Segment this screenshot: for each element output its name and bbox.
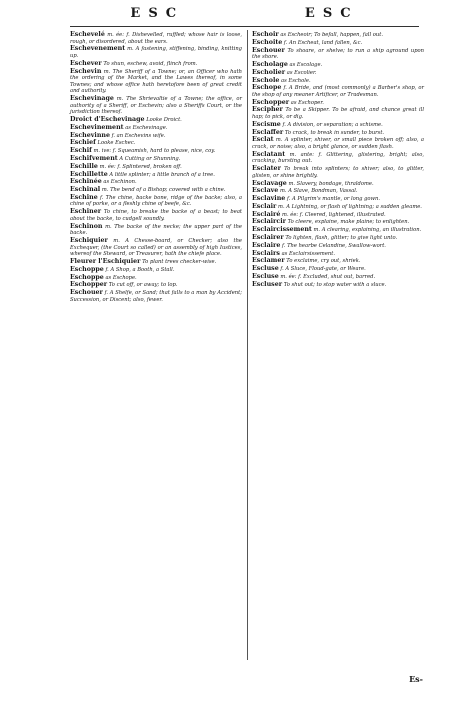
header-right: ESC [304,6,359,21]
dictionary-entry [70,267,242,274]
header-rule [70,26,419,27]
entry-headword: Eschoite [252,38,283,46]
dictionary-entry [252,152,424,165]
entry-definition: m. ante: f. Glittering, glistering, bright; also, cracking, bursting out. [252,151,424,165]
dictionary-entry [70,156,242,163]
dictionary-entry [70,133,242,140]
dictionary-entry [70,61,242,68]
entry-headword: Eschopper [70,281,108,289]
dictionary-entry [70,148,242,155]
dictionary-entry [70,125,242,132]
dictionary-entry [70,282,242,289]
dictionary-entry [70,117,242,124]
entry-headword: Esclaircir [252,218,286,226]
entry-definition: f. A Shop, a Booth, a Stall. [105,266,175,273]
entry-headword: Droict d'Eschevinage [70,116,145,124]
entry-definition: m. A Slave, Bondman, Vassal. [279,188,358,195]
dictionary-entry [252,282,424,289]
entry-headword: Eschevenement [70,45,126,53]
entry-headword: Escluser [252,280,283,288]
entry-headword: Eschiquier [70,237,108,244]
entry-definition: m. A clearing, explaining, an illustration. [313,227,422,234]
entry-definition: To break into splinters; to shiver; also, to glitter, glisten, or shine brightly. [252,166,424,179]
entry-headword: Eschifvement [70,154,118,162]
entry-headword: Eschoir [252,31,279,38]
entry-definition: A Cutting or Shunning. [119,155,181,162]
entry-headword: Eschole [252,76,280,84]
dictionary-entry [252,100,424,107]
entry-definition: m. The Shrievaltie of a Towne; the office, or authority of a Sheriff, or Eschevin; also a Sheriffs Court, or the jurisdiction thereof. [70,96,242,116]
dictionary-entry [70,187,242,194]
entry-headword: Esclairer [252,233,284,241]
dictionary-entry [252,130,424,137]
entry-headword: Eschevelé [70,31,105,38]
dictionary-entry [70,179,242,186]
dictionary-entry [252,122,424,129]
entry-definition: To cut off, or away; to lop. [108,282,178,289]
dictionary-entry [252,243,424,250]
entry-headword: Escholier [252,68,286,76]
dictionary-entry [252,212,424,219]
dictionary-entry [252,251,424,258]
dictionary-entry [70,140,242,147]
running-header [70,6,419,21]
entry-headword: Eschevinement [70,123,124,131]
entry-headword: Eschouer [252,46,285,54]
entry-headword: Esclamer [252,257,285,265]
entry-definition: as Esclairsissement. [281,250,335,257]
entry-headword: Esclater [252,165,281,173]
entry-definition: m. The Sheriff of a Towne; or, an Officer who hath the ordering of the Market, and the Lawes thereof, in some Townes; and whose office hath heretofore been of great credit and authority. [70,68,242,95]
entry-definition: To be a Skipper. To be afraid, and chance great ill hap; to pick, or dig. [252,107,424,121]
dictionary-entry [70,96,242,116]
entry-definition: To lighten, flash, glitter; to give light unto. [285,234,398,241]
entry-definition: as Escheoir; To befall, happen, fall out. [280,32,383,38]
entry-definition: f. The chine, backe bone, ridge of the backe; also, a chine of porke, or a fleshly chine of beefe, &c. [70,194,242,208]
entry-definition: m. The backe of the necke; the upper part of the backe. [70,223,242,237]
dictionary-entry [252,40,424,47]
entry-headword: Eschoppe [70,265,104,273]
entry-headword: Fleurer l'Eschiquier [70,257,141,265]
entry-definition: A little splinter; a little branch of a tree. [109,171,215,178]
dictionary-entry [252,258,424,265]
entry-headword: Escluse [252,272,279,280]
catchword: Es- [409,674,423,684]
entry-definition: m. ée: f. Excluded, shut out, barred. [280,273,376,280]
entry-definition: m. The bend of a Bishop; covered with a chine. [101,187,226,194]
entry-definition: f. A Bride, and (most commonly) a Barber's shop, or the shop of any meaner Artificer, or Tradesman. [252,85,424,98]
entry-definition: m. A Lightning, or flash of lightning; a sudden gleame. [278,203,422,210]
entry-definition: f. A Pilgrim's mantle, or long gown. [286,196,380,203]
dictionary-entry [252,196,424,203]
dictionary-entry [252,181,424,188]
entry-definition: To cleere, explaine, make plaine; to enlighten. [287,219,410,226]
entry-definition: f. An Escheat, land fallen, &c. [283,39,363,46]
entry-definition: as Eschole. [281,77,311,84]
dictionary-entry [70,290,242,303]
dictionary-entry [252,235,424,242]
entry-definition: To crack, to break in sunder, to burst. [284,129,385,136]
left-column [70,32,242,304]
entry-headword: Eschinal [70,186,101,194]
entry-headword: Eschevinne [70,131,110,139]
entry-definition: To plant trees checker-wise. [142,258,217,265]
column-divider [247,30,248,660]
entry-definition: f. A Sluce, Floud-gate, or Weare. [280,266,366,273]
entry-headword: Esclaffer [252,128,284,136]
entry-definition: To shoare, or shelve; to run a ship aground upon the shore. [252,47,424,61]
entry-headword: Eschouer [70,289,103,297]
dictionary-entry [252,166,424,179]
entry-definition: m. A Chesse-board, or Checker; also the Exchequer, (the Court so called) or an assembly of high Iustices, whereof the Steward, or Treasurer, hath the chiefe place. [70,238,242,258]
dictionary-entry [70,259,242,266]
dictionary-entry [70,195,242,208]
entry-headword: Eschille [70,162,98,170]
entry-definition: f. A division, or separation; a schisme. [282,121,383,128]
entry-definition: as Eschope. [105,274,137,281]
entry-headword: Esclave [252,187,279,195]
dictionary-entry [252,227,424,234]
entry-headword: Eschinon [70,222,103,230]
dictionary-entry [70,209,242,222]
dictionary-entry [252,62,424,69]
entry-definition: To shut out; to stop water with a sluce. [283,281,387,288]
entry-headword: Eschevinage [70,95,114,103]
entry-headword: Eschope [252,84,282,92]
dictionary-entry [70,172,242,179]
dictionary-entry [252,204,424,211]
entry-definition: as Escolier. [286,69,317,76]
entry-headword: Eschine [70,193,98,201]
dictionary-entry [70,46,242,59]
entry-headword: Eschillette [70,170,108,178]
dictionary-entry [252,137,424,150]
entry-headword: Eschopper [252,98,290,106]
dictionary-entry [252,188,424,195]
entry-definition: m. ée: f. Cleered, lightened, illustrated. [282,211,386,218]
dictionary-entry [252,32,424,39]
dictionary-entry [70,69,242,95]
entry-definition: f. A Shelfe, or Sand; that falls to a man by Accident; Succession, or Discent; also, fewer. [70,290,242,303]
dictionary-entry [252,85,424,98]
entry-headword: Eschif [70,147,92,155]
entry-definition: as Eschinon. [103,179,137,186]
dictionary-entry [70,275,242,282]
entry-headword: Esclavage [252,179,287,187]
entry-definition: m. ée: f. Splintered, broken off. [99,163,182,170]
entry-definition: Looke Eschec. [97,140,136,147]
dictionary-entry [252,219,424,226]
entry-definition: as Eschoper. [290,99,324,106]
header-left: ESC [130,6,185,21]
entry-headword: Escipher [252,106,283,114]
entry-headword: Eschief [70,139,96,147]
entry-definition: f. The hearbe Celandine, Swallow-wort. [282,242,386,249]
entry-headword: Eschoppe [70,273,104,281]
entry-definition: Looke Droict. [146,117,182,124]
dictionary-entry [70,224,242,237]
dictionary-entry [252,266,424,273]
entry-headword: Eschevin [70,67,102,75]
entry-definition: m. Slavery, bondage, thraldome. [288,180,374,187]
entry-headword: Esclavine [252,195,286,203]
entry-headword: Eschinée [70,178,102,186]
entry-headword: Escholage [252,60,288,68]
entry-definition: m. ée: f. Dishevelled, ruffled; whose hair is loose, rough, or disordered, about the ears. [70,32,242,45]
entry-headword: Eschiner [70,208,102,216]
entry-headword: Esclaircissement [252,226,312,234]
entry-definition: To chine, to breake the backe of a beast; to beat about the backe, to cudgell soundly. [70,209,243,222]
entry-definition: m. A splinter, shiver, or small piece broken off; also, a crack, or noise; also, a bright glance, or sudden flash. [252,137,424,150]
dictionary-entry [252,274,424,281]
entry-definition: as Eschevinage. [125,124,168,131]
entry-headword: Esclat [252,136,274,144]
entry-definition: To shun, eschew, avoid, flinch from. [103,60,198,67]
dictionary-entry [70,32,242,45]
entry-headword: Esclatant [252,150,286,158]
entry-headword: Escluse [252,265,279,273]
entry-headword: Esclairs [252,249,280,257]
entry-headword: Escisme [252,120,281,128]
entry-definition: as Escolage. [289,61,323,68]
dictionary-entry [70,238,242,258]
dictionary-entry [252,78,424,85]
dictionary-entry [70,164,242,171]
entry-definition: m. A fastening, stiffening, binding, knitting up. [70,46,243,59]
entry-headword: Esclairé [252,210,281,218]
right-column [252,32,424,289]
entry-headword: Eschever [70,59,102,67]
entry-definition: f. an Eschevins wife. [111,132,166,139]
entry-definition: To exclaime, cry out, shriek. [286,258,361,265]
entry-headword: Esclair [252,202,277,210]
entry-headword: Esclaire [252,241,281,249]
dictionary-entry [252,107,424,120]
entry-definition: m. ive: f. Squeamish, hard to please, nice, coy. [93,148,216,155]
dictionary-entry [252,70,424,77]
dictionary-entry [252,48,424,61]
